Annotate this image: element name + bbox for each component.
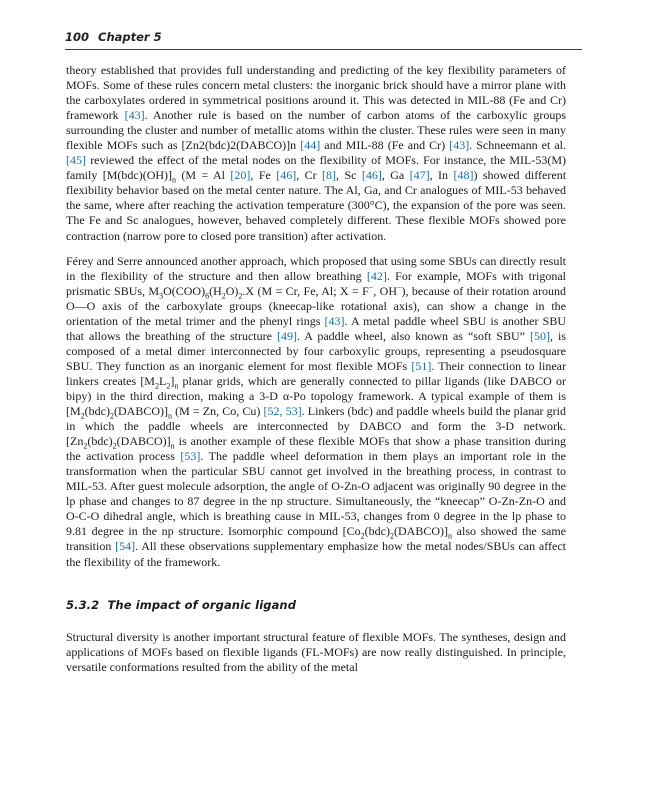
citation-link[interactable]: [49] <box>276 328 297 343</box>
citation-link[interactable]: [46] <box>361 168 382 183</box>
citation-link[interactable]: [51] <box>411 358 432 373</box>
citation-link[interactable]: [46] <box>276 168 297 183</box>
citation-link[interactable]: [52, 53] <box>263 404 302 419</box>
paragraph-1: theory established that provides full understanding and predicting of the key flexibility parameters of MOFs. Some of these rules concern metal clusters: the inorganic brick should have a mirror plane with the carboxylates ordered in symmetrical positions around it. This was detected in MIL-88 (Fe and Cr) framework [43]. Another rule is based on the number of carbon atoms of the carboxylic groups surrounding the cluster and number of metallic atoms within the cluster. These rules were seen in many flexible MOFs such as [Zn2(bdc)2(DABCO)]n [44] and MIL-88 (Fe and Cr) [43]. Schneemann et al. [45] reviewed the effect of the metal nodes on the flexibility of MOFs. For instance, the MIL-53(M) family $[M(bdc)(OH)]_n$ (M = Al [20], Fe [46], Cr [8], Sc [46], Ga [47], In [48]) showed different flexibility behavior based on the metal center nature. The Al, Ga, and Cr analogues of MIL-53 behaved the same, where after reaching the activation temperature (300°C), the expansion of the pore was seen. The Fe and Sc analogues, however, behaved completely different. These flexible MOFs showed pore contraction (narrow pore to closed pore transition) after activation. <box>66 63 567 243</box>
citation-link[interactable]: [43] <box>324 313 345 328</box>
running-header <box>65 30 580 44</box>
citation-link[interactable]: [20] <box>230 168 251 183</box>
paragraph-2: Férey and Serre announced another approach, which proposed that using some SBUs can directly result in the flexibility of the structure and then allow breathing [42]. For example, MOFs with trigonal prismatic SBUs, $M_3O(COO)_6(H_2O)_2.X$ (M = Cr, Fe, Al; X = F−, OH−), because of their rotation around O—O axis of the carboxylate groups (kneecap-like rotational axis), can show a change in the orientation of the metal trimer and the phenyl rings [43]. A metal paddle wheel SBU is another SBU that allows the breathing of the structure [49]. A paddle wheel, also known as “soft SBU” [50], is composed of a metal dimer interconnected by four carboxylic groups, representing a pseudosquare SBU. They function as an inorganic element for most flexible MOFs [51]. Their connection to linear linkers creates $[M_2L_2]_n$ planar grids, which are generally connected to pillar ligands (like DABCO or bipy) in the third direction, making a 3-D α-Po topology framework. A typical example of them is $[M_2(bdc)_2(DABCO)]_n$ (M = Zn, Co, Cu) [52, 53]. Linkers (bdc) and paddle wheels build the planar grid in which the paddle wheels are interconnected by DABCO and form the 3-D network. $[Zn_2(bdc)_2(DABCO)]_n$ is another example of these flexible MOFs that show a phase transition during the activation process [53]. The paddle wheel deformation in them plays an important role in the transformation when the particular SBU cannot get involved in the breathing process, in contrast to MIL-53. After guest molecule adsorption, the angle of O-Zn-O adjacent was originally 90 degree in the lp phase and changes to 87 degree in the np structure. Simultaneously, the “kneecap” O-Zn-Zn-O and O-C-O dihedral angle, which is breathing cause in MIL-53, changes from 0 degree in the lp phase to 9.81 degree in the np structure. Isomorphic compound $[Co_2(bdc)_2(DABCO)]_n$ also showed the same transition [54]. All these observations supplementary emphasize how the metal nodes/SBUs can affect the flexibility of the framework. <box>66 253 567 569</box>
citation-link[interactable]: [50] <box>529 328 550 343</box>
citation-link[interactable]: [48] <box>453 168 474 183</box>
citation-link[interactable]: [43] <box>449 138 470 153</box>
citation-link[interactable]: [42] <box>366 268 387 283</box>
header-rule <box>65 49 582 50</box>
citation-link[interactable]: [45] <box>66 153 86 168</box>
citation-link[interactable]: [8] <box>322 168 337 183</box>
citation-link[interactable]: [47] <box>409 168 430 183</box>
paragraph-3: Structural diversity is another important structural feature of flexible MOFs. The syntheses, design and applications of MOFs based on flexible ligands (FL-MOFs) are now really distinguished. In principle, versatile conformations resulted from the ability of the metal <box>66 629 566 674</box>
body-text <box>66 63 566 685</box>
citation-link[interactable]: [44] <box>300 138 321 153</box>
chapter-label: Chapter 5 <box>98 30 162 44</box>
section-heading: 5.3.2 The impact of organic ligand <box>66 597 297 612</box>
citation-link[interactable]: [43] <box>124 108 145 123</box>
citation-link[interactable]: [54] <box>115 539 136 554</box>
page-number: 100 <box>65 30 90 44</box>
citation-link[interactable]: [53] <box>180 449 201 464</box>
